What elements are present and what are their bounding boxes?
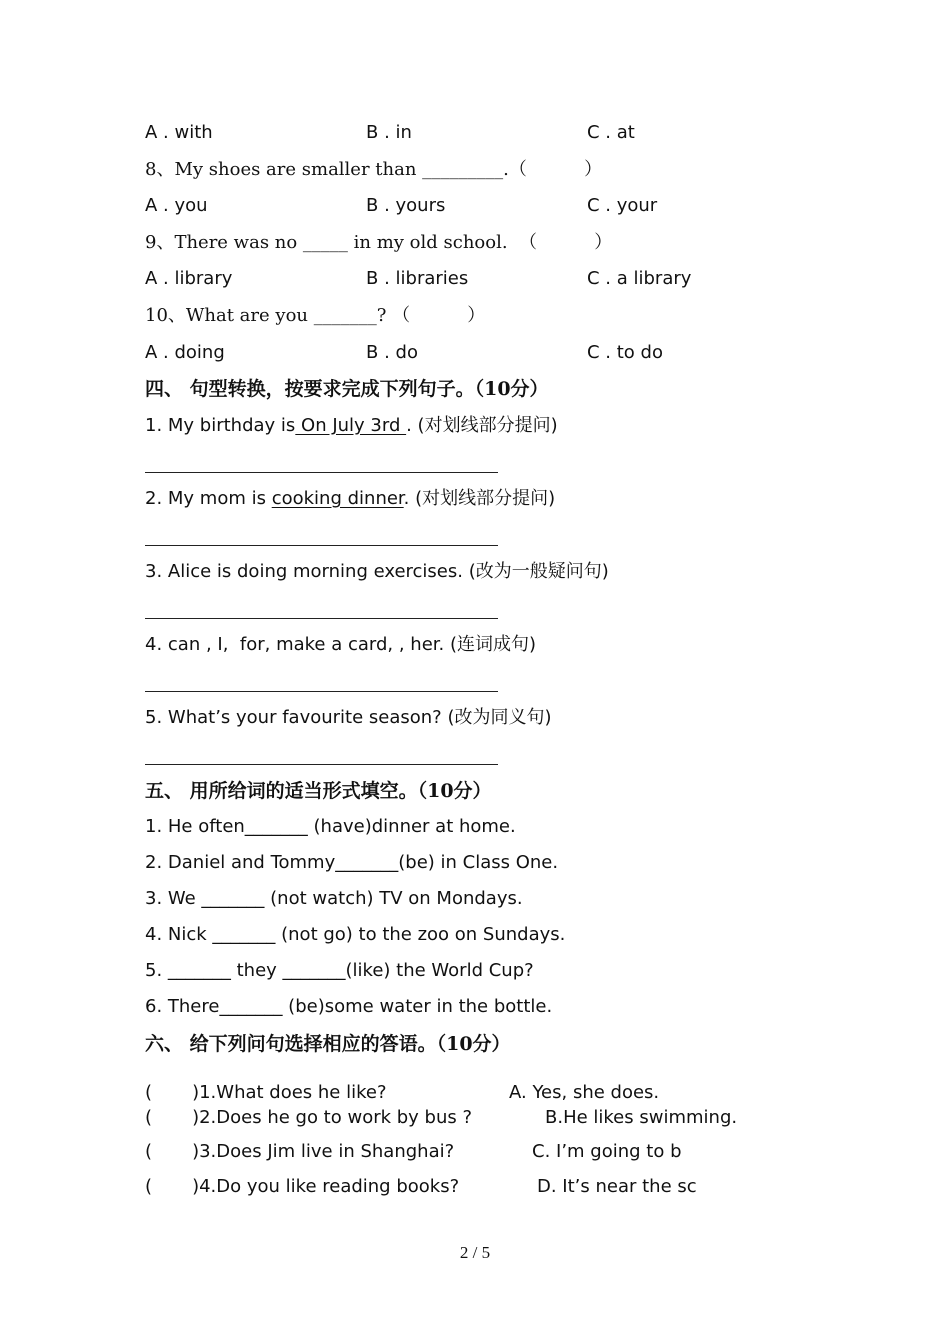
section5-heading: 五、 用所给词的适当形式填空。（10分） (145, 780, 492, 802)
q9-option-b: B . libraries (366, 268, 469, 289)
q8-option-b: B . yours (366, 195, 446, 216)
q7-option-b: B . in (366, 122, 412, 143)
q9-option-c: C . a library (587, 268, 692, 289)
section6-question-3: ( )3.Does Jim live in Shanghai? (145, 1141, 455, 1162)
answer-line-4[interactable] (145, 691, 498, 692)
section5-item-1: 1. He often_______ (have)dinner at home. (145, 816, 516, 837)
q8-option-a: A . you (145, 195, 208, 216)
underlined-phrase: cooking dinner (271, 488, 404, 509)
q7-option-c: C . at (587, 122, 635, 143)
section6-question-2: ( )2.Does he go to work by bus ? (145, 1107, 473, 1128)
q10-option-c: C . to do (587, 342, 663, 363)
q10-option-a: A . doing (145, 342, 225, 363)
section5-item-6: 6. There_______ (be)some water in the bottle. (145, 996, 553, 1017)
answer-line-5[interactable] (145, 764, 498, 765)
q8-stem: 8、My shoes are smaller than _________.（ ） (145, 159, 603, 180)
q10-stem: 10、What are you _______? （ ） (145, 305, 486, 326)
section6-answer-d: D. It’s near the sc (537, 1176, 697, 1197)
answer-line-1[interactable] (145, 472, 498, 473)
q9-option-a: A . library (145, 268, 233, 289)
section4-item-3: 3. Alice is doing morning exercises. (改为一般疑问句) (145, 561, 609, 582)
page-number: 2 / 5 (459, 1243, 491, 1262)
section4-item-2 (145, 487, 555, 511)
section6-answer-a: A. Yes, she does. (509, 1082, 660, 1103)
section5-item-4: 4. Nick _______ (not go) to the zoo on Sundays. (145, 924, 566, 945)
section6-heading: 六、 给下列问句选择相应的答语。（10分） (145, 1033, 511, 1055)
section6-answer-b: B.He likes swimming. (545, 1107, 738, 1128)
underlined-phrase: On July 3rd (295, 415, 407, 436)
item-text: 1. My birthday is (145, 415, 296, 436)
section4-item-4: 4. can , I, for, make a card, , her. (连词成句) (145, 634, 536, 655)
section4-item-5: 5. What’s your favourite season? (改为同义句) (145, 707, 552, 728)
instruction: . (对划线部分提问) (403, 488, 556, 509)
section4-item-1 (145, 414, 558, 438)
answer-line-2[interactable] (145, 545, 498, 546)
answer-line-3[interactable] (145, 618, 498, 619)
item-text: 2. My mom is (145, 488, 272, 509)
section4-heading: 四、 句型转换，按要求完成下列句子。（10分） (145, 378, 549, 400)
q9-stem: 9、There was no _____ in my old school. （ ） (145, 232, 613, 253)
q7-option-a: A . with (145, 122, 213, 143)
section5-item-2: 2. Daniel and Tommy_______(be) in Class One. (145, 852, 559, 873)
q8-option-c: C . your (587, 195, 658, 216)
section6-question-1: ( )1.What does he like? (145, 1082, 387, 1103)
section5-item-3: 3. We _______ (not watch) TV on Mondays. (145, 888, 523, 909)
q10-option-b: B . do (366, 342, 418, 363)
instruction: . (对划线部分提问) (406, 415, 558, 436)
section5-item-5: 5. _______ they _______(like) the World Cup? (145, 960, 534, 981)
section6-answer-c: C. I’m going to b (532, 1141, 682, 1162)
section6-question-4: ( )4.Do you like reading books? (145, 1176, 460, 1197)
